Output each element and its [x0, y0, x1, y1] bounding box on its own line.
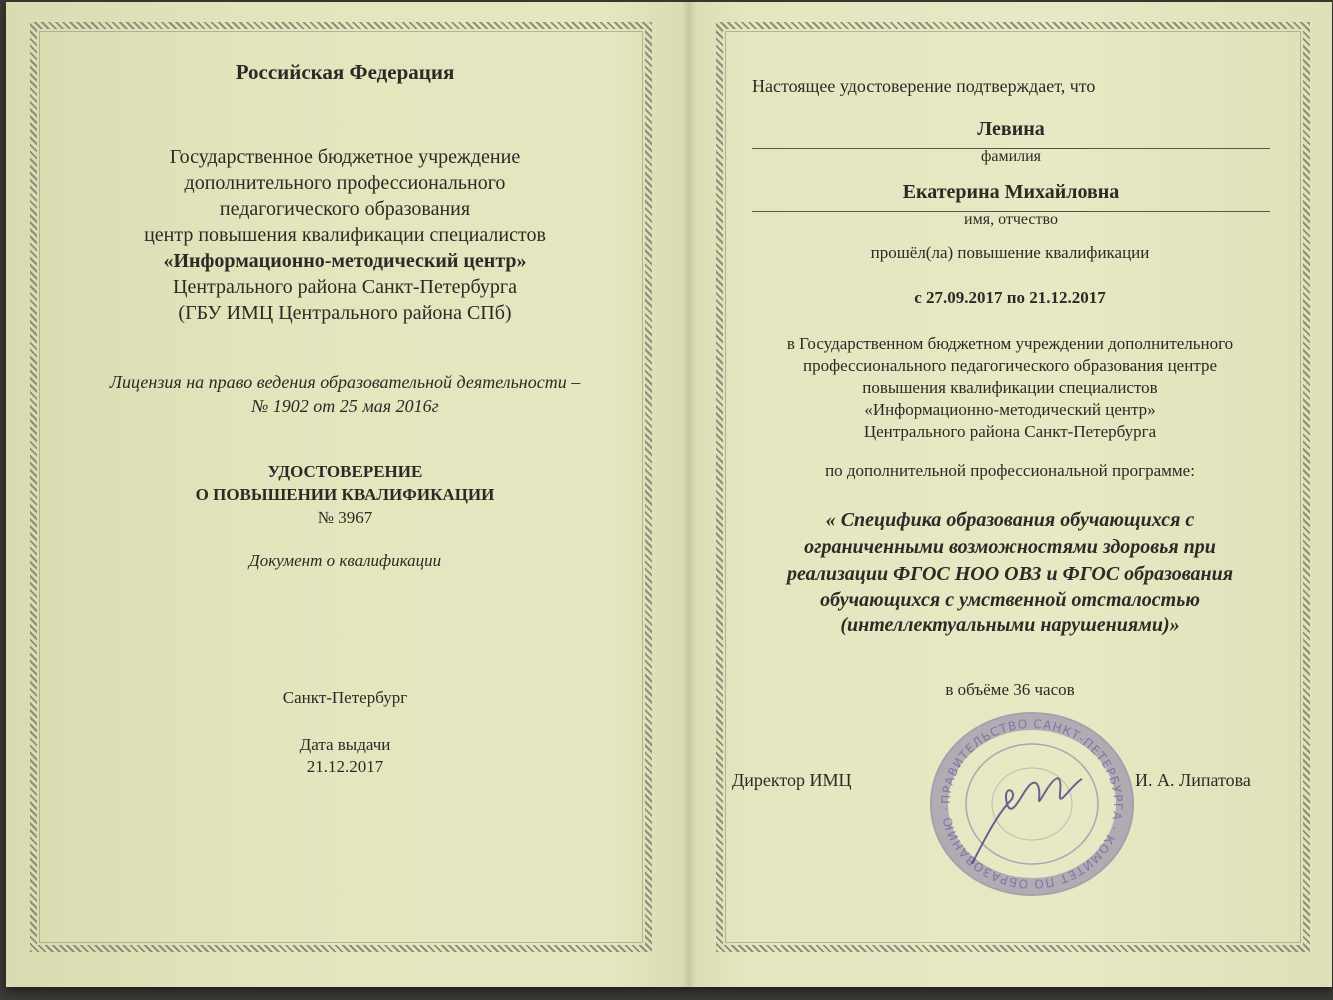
director-label: Директор ИМЦ — [732, 770, 852, 790]
program-title-line: « Специфика образования обучающихся с — [825, 509, 1195, 531]
license-line: Лицензия на право ведения образовательной деятельности – — [109, 372, 581, 392]
org-name: «Информационно-методический центр» — [163, 250, 527, 272]
institution-line: профессионального педагогического образования центре — [802, 356, 1218, 375]
license-number: № 1902 от 25 мая 2016г — [251, 396, 439, 416]
issue-label: Дата выдачи — [299, 735, 391, 754]
seal-graphic — [932, 714, 1132, 894]
program-intro: по дополнительной профессиональной программе: — [825, 461, 1195, 480]
doc-number: № 3967 — [317, 508, 373, 527]
seal-ring-text: ПРАВИТЕЛЬСТВО САНКТ-ПЕТЕРБУРГА · КОМИТЕТ ПО ОБРАЗОВАНИЮ · — [938, 716, 1126, 892]
program-title-line: реализации ФГОС НОО ОВЗ и ФГОС образования — [786, 563, 1234, 585]
program-title-line: (интеллектуальными нарушениями)» — [840, 614, 1180, 636]
surname-caption: фамилия — [980, 148, 1042, 165]
institution-line: «Информационно-методический центр» — [864, 400, 1156, 419]
given-names-field: Екатерина Михайловна — [752, 181, 1270, 212]
svg-text:ПРАВИТЕЛЬСТВО САНКТ-ПЕТЕРБУРГА — [939, 717, 1125, 891]
org-line: Государственное бюджетное учреждение — [169, 146, 521, 168]
country-heading: Российская Федерация — [235, 60, 455, 84]
city: Санкт-Петербург — [282, 688, 408, 707]
completed-text: прошёл(ла) повышение квалификации — [870, 243, 1150, 262]
doc-title: О ПОВЫШЕНИИ КВАЛИФИКАЦИИ — [195, 485, 495, 504]
given-names-caption: имя, отчество — [964, 211, 1058, 228]
institution-line: в Государственном бюджетном учреждении дополнительного — [786, 334, 1234, 353]
center-fold — [682, 2, 696, 987]
org-line: дополнительного профессионального — [184, 172, 506, 194]
intro-text: Настоящее удостоверение подтверждает, что — [752, 76, 1096, 96]
surname-field: Левина — [752, 118, 1270, 149]
org-line: Центрального района Санкт-Петербурга — [173, 276, 517, 298]
org-short-name: (ГБУ ИМЦ Центрального района СПб) — [178, 302, 512, 324]
period: с 27.09.2017 по 21.12.2017 — [914, 288, 1106, 307]
program-title-line: обучающихся с умственной отсталостью — [820, 589, 1200, 611]
program-title-line: ограниченными возможностями здоровья при — [804, 536, 1216, 558]
volume: в объёме 36 часов — [945, 680, 1075, 699]
issue-date: 21.12.2017 — [306, 757, 384, 776]
org-line: центр повышения квалификации специалистов — [144, 224, 546, 246]
signature-mark — [972, 778, 1082, 864]
institution-line: Центрального района Санкт-Петербурга — [863, 422, 1157, 441]
org-line: педагогического образования — [219, 198, 471, 220]
doc-type: Документ о квалификации — [248, 551, 442, 570]
doc-title: УДОСТОВЕРЕНИЕ — [267, 462, 423, 481]
official-seal — [930, 712, 1134, 896]
director-name: И. А. Липатова — [1135, 770, 1251, 790]
institution-line: повышения квалификации специалистов — [862, 378, 1158, 397]
